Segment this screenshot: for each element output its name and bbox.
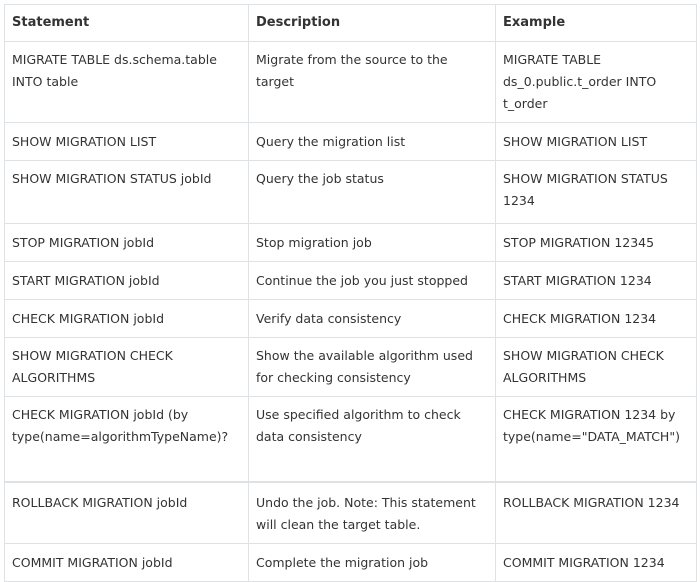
- migration-statements-table: [4, 4, 697, 582]
- statement-cell: SHOW MIGRATION LIST: [5, 123, 249, 161]
- example-cell: MIGRATE TABLE ds_0.public.t_order INTO t_order: [496, 42, 697, 123]
- description-cell: Query the job status: [249, 161, 496, 224]
- header-example: Example: [496, 5, 697, 42]
- table-row: [5, 482, 697, 544]
- table-row: [5, 262, 697, 300]
- table-row: [5, 544, 697, 582]
- description-cell: Verify data consistency: [249, 300, 496, 338]
- example-cell: CHECK MIGRATION 1234 by type(name="DATA_MATCH"): [496, 397, 697, 483]
- example-cell: SHOW MIGRATION LIST: [496, 123, 697, 161]
- header-statement: Statement: [5, 5, 249, 42]
- table-row: [5, 300, 697, 338]
- header-description: Description: [249, 5, 496, 42]
- description-cell: Stop migration job: [249, 224, 496, 262]
- table-row: [5, 397, 697, 483]
- table-row: [5, 224, 697, 262]
- statement-cell: CHECK MIGRATION jobId: [5, 300, 249, 338]
- example-cell: SHOW MIGRATION CHECK ALGORITHMS: [496, 338, 697, 397]
- statement-cell: ROLLBACK MIGRATION jobId: [5, 482, 249, 544]
- table-row: [5, 338, 697, 397]
- description-cell: Migrate from the source to the target: [249, 42, 496, 123]
- description-cell: Undo the job. Note: This statement will clean the target table.: [249, 482, 496, 544]
- description-cell: Use specified algorithm to check data consistency: [249, 397, 496, 483]
- example-cell: ROLLBACK MIGRATION 1234: [496, 482, 697, 544]
- example-cell: STOP MIGRATION 12345: [496, 224, 697, 262]
- example-cell: START MIGRATION 1234: [496, 262, 697, 300]
- statement-cell: CHECK MIGRATION jobId (by type(name=algorithmTypeName)?: [5, 397, 249, 483]
- description-cell: Continue the job you just stopped: [249, 262, 496, 300]
- example-cell: COMMIT MIGRATION 1234: [496, 544, 697, 582]
- statement-cell: SHOW MIGRATION CHECK ALGORITHMS: [5, 338, 249, 397]
- description-cell: Query the migration list: [249, 123, 496, 161]
- example-cell: SHOW MIGRATION STATUS 1234: [496, 161, 697, 224]
- description-cell: Complete the migration job: [249, 544, 496, 582]
- example-cell: CHECK MIGRATION 1234: [496, 300, 697, 338]
- table-row: [5, 161, 697, 224]
- table-row: [5, 42, 697, 123]
- table-row: [5, 123, 697, 161]
- description-cell: Show the available algorithm used for checking consistency: [249, 338, 496, 397]
- table-header-row: [5, 5, 697, 42]
- statement-cell: START MIGRATION jobId: [5, 262, 249, 300]
- statement-cell: STOP MIGRATION jobId: [5, 224, 249, 262]
- statement-cell: MIGRATE TABLE ds.schema.table INTO table: [5, 42, 249, 123]
- statement-cell: SHOW MIGRATION STATUS jobId: [5, 161, 249, 224]
- statement-cell: COMMIT MIGRATION jobId: [5, 544, 249, 582]
